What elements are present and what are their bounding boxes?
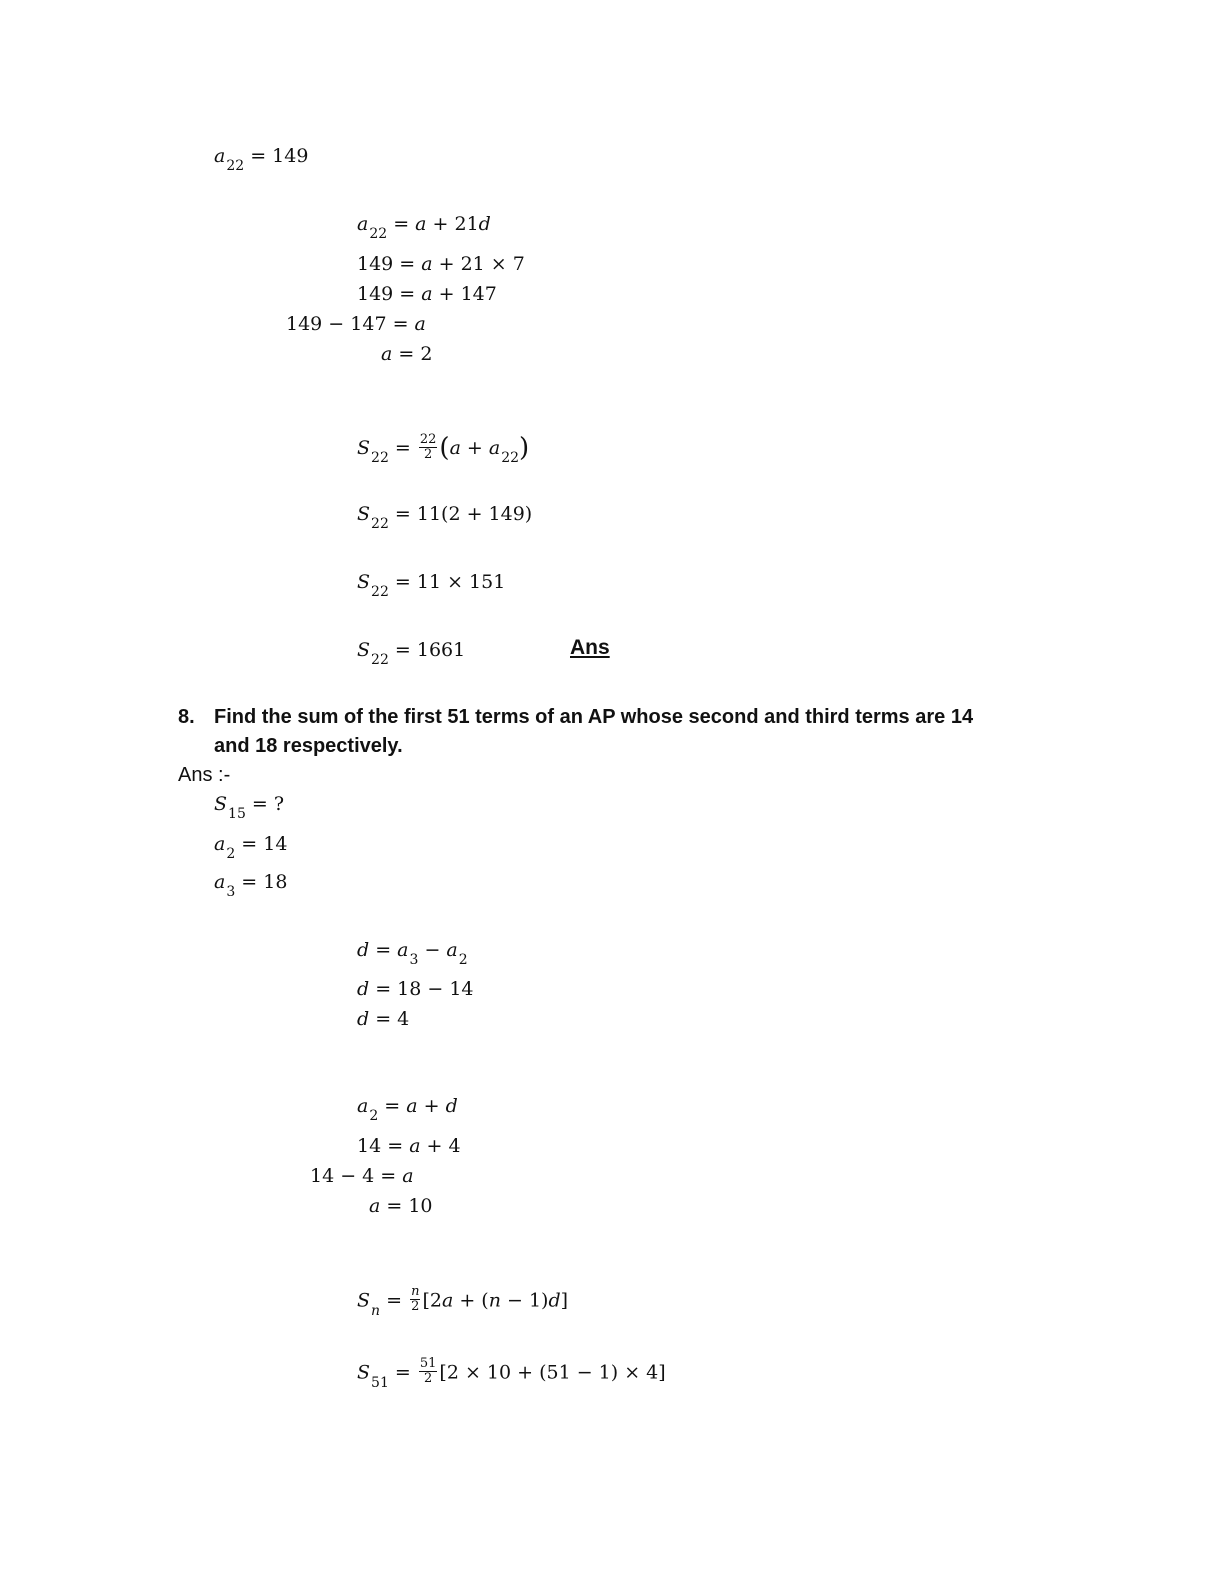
math-variable: a <box>369 1195 381 1217</box>
math-text: = ? <box>245 793 285 815</box>
equation-a22-formula <box>357 212 491 242</box>
math-variable: S <box>214 793 228 815</box>
math-variable: d <box>357 1008 370 1030</box>
question-text-line2: and 18 respectively. <box>214 735 403 757</box>
math-text: = 1661 <box>388 639 466 661</box>
equation-a-rearrange <box>310 1164 414 1188</box>
math-variable: S <box>357 1361 371 1384</box>
math-text: = 11 × 151 <box>388 571 506 593</box>
math-variable: n <box>488 1289 501 1312</box>
math-variable: a <box>214 833 226 855</box>
equation-a2-substitute <box>357 1134 461 1158</box>
math-subscript: 51 <box>371 1374 389 1391</box>
math-subscript: 22 <box>226 158 245 174</box>
math-variable: a <box>406 1095 418 1117</box>
answer-prefix: Ans :- <box>178 764 231 786</box>
math-subscript: 3 <box>226 884 236 900</box>
question-number: 8. <box>178 706 195 728</box>
math-text: + ( <box>453 1289 489 1312</box>
math-text: = 18 − 14 <box>369 978 474 1000</box>
given-a3 <box>214 870 288 900</box>
math-text: = <box>378 1095 407 1117</box>
math-variable: S <box>357 437 371 459</box>
math-subscript: 22 <box>371 450 389 466</box>
math-text: = 14 <box>235 833 288 855</box>
equation-rearrange <box>286 312 426 336</box>
equation-sum-formula <box>357 431 530 466</box>
equation-sum-result <box>357 638 466 668</box>
equation-a2-formula <box>357 1094 458 1124</box>
math-paren: ( <box>439 433 450 463</box>
math-variable: a <box>488 437 501 459</box>
given-a22 <box>214 144 309 174</box>
math-subscript: 3 <box>409 952 419 968</box>
fraction-denominator: 2 <box>423 1371 433 1386</box>
math-text: + 147 <box>432 283 497 305</box>
math-variable: d <box>548 1289 561 1312</box>
math-variable: a <box>214 145 226 167</box>
math-subscript: 22 <box>371 516 389 532</box>
math-variable: a <box>409 1135 421 1157</box>
equation-sn-formula <box>357 1284 569 1319</box>
math-variable: a <box>414 313 426 335</box>
question-text-line1: Find the sum of the first 51 terms of an AP whose second and third terms are 14 <box>214 706 974 728</box>
math-variable: d <box>478 213 491 235</box>
math-text: [2 <box>422 1289 442 1312</box>
math-text: = <box>388 437 417 459</box>
equation-d-formula <box>357 938 468 968</box>
math-variable: S <box>357 571 371 593</box>
math-subscript: 22 <box>369 226 388 242</box>
math-text: + <box>417 1095 446 1117</box>
math-text: − <box>418 939 447 961</box>
given-a2 <box>214 832 288 862</box>
math-variable: S <box>357 503 371 525</box>
math-variable: d <box>445 1095 458 1117</box>
math-text: = 2 <box>392 343 433 365</box>
math-text: = 18 <box>235 871 288 893</box>
equation-d-substitute <box>357 977 474 1001</box>
fraction-numerator: 51 <box>419 1356 437 1371</box>
math-text: + 21 × 7 <box>432 253 525 275</box>
math-text: = 4 <box>369 1008 410 1030</box>
math-variable: a <box>421 253 433 275</box>
fraction-numerator: n <box>411 1284 420 1299</box>
math-variable: d <box>357 939 370 961</box>
equation-substitute <box>357 252 525 276</box>
math-text: = <box>388 1361 417 1384</box>
math-variable: a <box>381 343 393 365</box>
math-text: 14 = <box>357 1135 410 1157</box>
math-text: = 10 <box>380 1195 433 1217</box>
math-variable: a <box>441 1289 454 1312</box>
answer-label: Ans <box>570 636 610 659</box>
math-subscript: 2 <box>458 952 468 968</box>
math-text: = 11(2 + 149) <box>388 503 533 525</box>
math-text: [2 × 10 + (51 − 1) × 4] <box>439 1361 666 1384</box>
math-text: + 21 <box>426 213 479 235</box>
math-text: 149 − 147 = <box>286 313 415 335</box>
math-variable: a <box>402 1165 414 1187</box>
math-fraction <box>410 1285 420 1314</box>
math-text: = 149 <box>244 145 309 167</box>
math-text: = <box>387 213 416 235</box>
equation-d-result <box>357 1007 409 1031</box>
math-text: 14 − 4 = <box>310 1165 403 1187</box>
math-text: 149 = <box>357 253 422 275</box>
math-text: = <box>380 1289 409 1312</box>
math-subscript: 2 <box>369 1108 379 1124</box>
math-fraction <box>419 1357 438 1386</box>
math-variable: a <box>415 213 427 235</box>
math-text: 149 = <box>357 283 422 305</box>
math-paren: ) <box>519 433 530 463</box>
math-variable: d <box>357 978 370 1000</box>
math-subscript: n <box>371 1302 381 1319</box>
math-subscript: 22 <box>371 652 389 668</box>
given-s15 <box>214 792 285 822</box>
equation-simplify <box>357 282 497 306</box>
math-variable: a <box>397 939 409 961</box>
math-subscript: 2 <box>226 846 236 862</box>
fraction-numerator: 22 <box>419 431 437 447</box>
math-text: + <box>460 437 489 459</box>
math-subscript: 22 <box>501 450 520 466</box>
math-subscript: 15 <box>228 806 246 822</box>
math-variable: a <box>214 871 226 893</box>
math-variable: S <box>357 639 371 661</box>
math-variable: a <box>449 437 461 459</box>
equation-s51-substitute <box>357 1356 666 1391</box>
math-fraction <box>419 433 438 462</box>
fraction-denominator: 2 <box>423 446 433 462</box>
math-text: + 4 <box>420 1135 461 1157</box>
math-variable: a <box>357 213 369 235</box>
equation-sum-multiply <box>357 570 506 600</box>
math-variable: a <box>421 283 433 305</box>
math-variable: a <box>446 939 458 961</box>
math-text: = <box>369 939 398 961</box>
math-variable: a <box>357 1095 369 1117</box>
equation-sum-substitute <box>357 502 533 532</box>
math-variable: S <box>357 1289 371 1312</box>
equation-a-result-2 <box>369 1194 433 1218</box>
math-text: − 1) <box>500 1289 549 1312</box>
math-text: ] <box>560 1289 569 1312</box>
math-subscript: 22 <box>371 584 389 600</box>
equation-a-result <box>381 342 432 366</box>
fraction-denominator: 2 <box>411 1299 420 1314</box>
